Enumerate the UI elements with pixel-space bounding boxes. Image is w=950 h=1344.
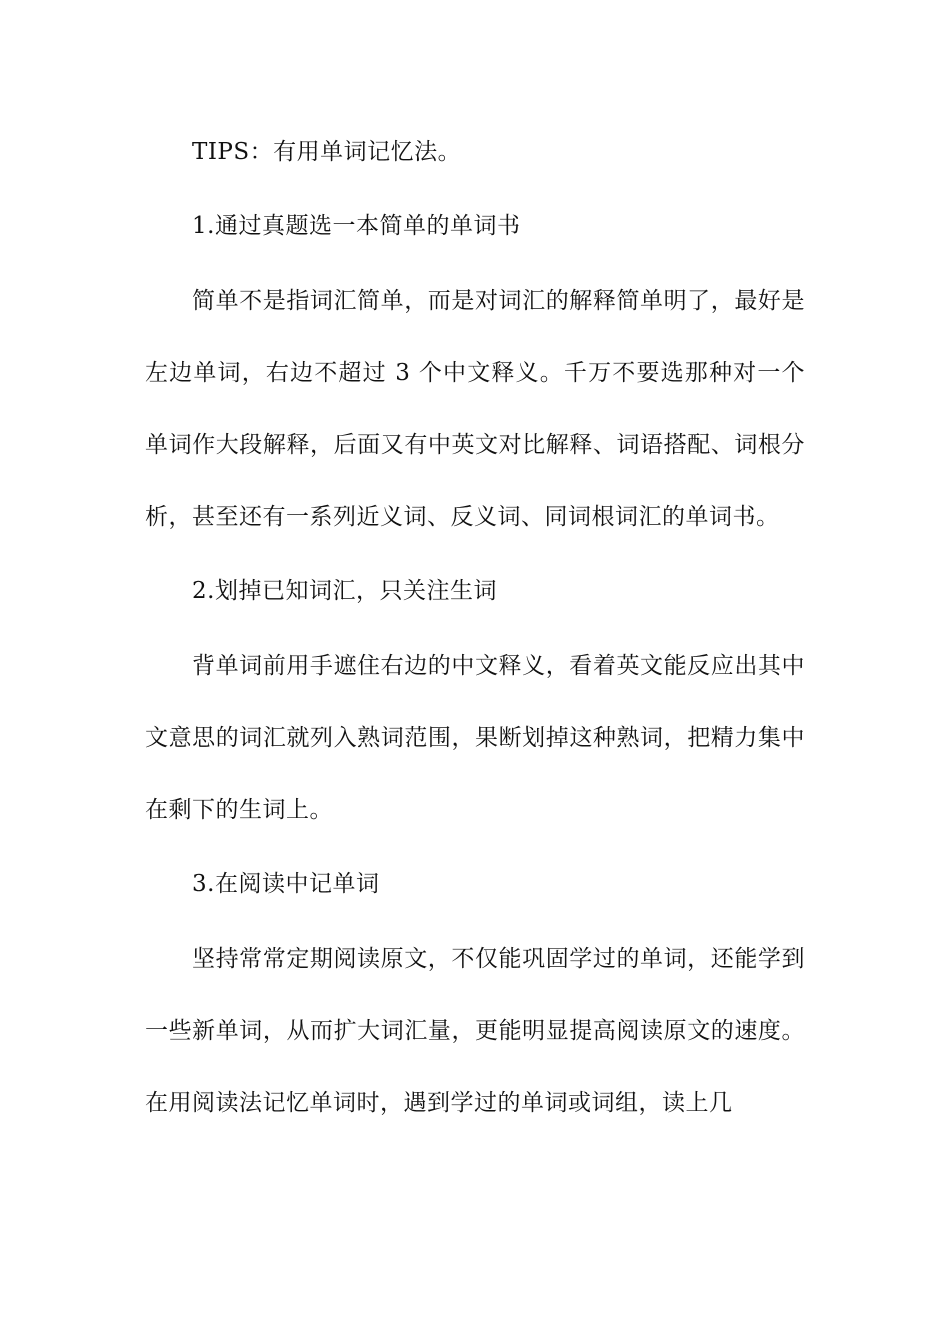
tips-title: TIPS：有用单词记忆法。 [192,139,462,165]
section-3-heading: 3.在阅读中记单词 [192,871,380,897]
section-2-heading: 2.划掉已知词汇，只关注生词 [192,578,497,604]
section-1-heading: 1.通过真题选一本简单的单词书 [192,213,521,239]
section-2-paragraph: 背单词前用手遮住右边的中文释义，看着英文能反应出其中文意思的词汇就列入熟词范围，果断划掉这种熟词，把精力集中在剩下的生词上。 [145,653,805,823]
document-body [145,130,805,1155]
section-1-paragraph: 简单不是指词汇简单，而是对词汇的解释简单明了，最好是左边单词，右边不超过 3 个中文释义。千万不要选那种对一个单词作大段解释，后面又有中英文对比解释、词语搭配、词根分析，甚至还有一系列近义词、反义词、同词根词汇的单词书。 [145,288,805,530]
section-3-paragraph: 坚持常常定期阅读原文，不仅能巩固学过的单词，还能学到一些新单词，从而扩大词汇量，更能明显提高阅读原文的速度。在用阅读法记忆单词时，遇到学过的单词或词组，读上几 [145,946,805,1116]
